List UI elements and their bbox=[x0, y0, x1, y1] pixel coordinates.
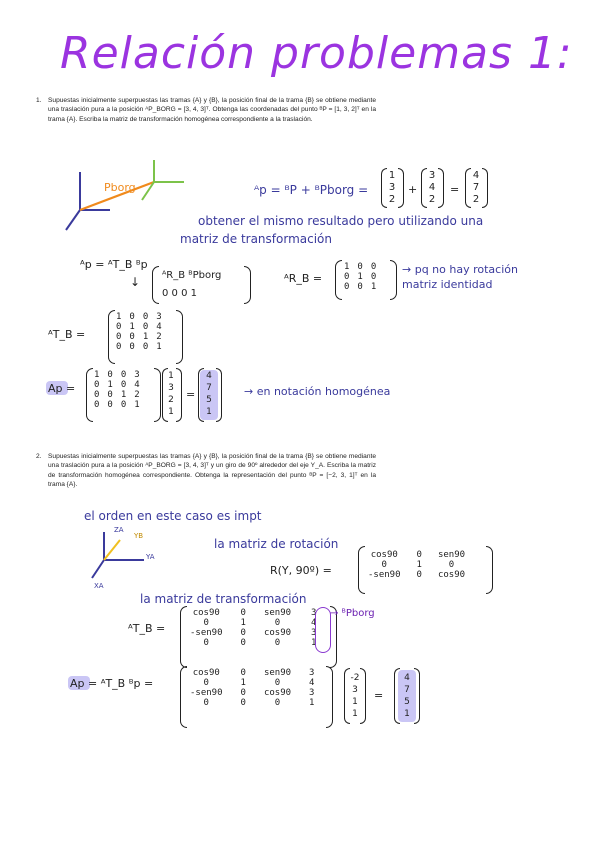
eq1-vector-1: 1 3 2 bbox=[388, 170, 396, 205]
axis-x-a bbox=[66, 210, 80, 230]
problem-1-number: 1. bbox=[36, 97, 42, 104]
axis-b-2 bbox=[104, 540, 120, 560]
R-lhs: R(Y, 90º) = bbox=[270, 564, 332, 577]
axis-z-label: ZA bbox=[114, 526, 124, 534]
axis-x-label: XA bbox=[94, 582, 104, 590]
note-T: la matriz de transformación bbox=[140, 592, 307, 606]
T2-lhs: ᴬT_B = bbox=[128, 622, 166, 635]
pborg-label: Pborg bbox=[104, 181, 136, 194]
ap1-result: 4 7 5 1 bbox=[206, 371, 212, 417]
ap2-vector: -2 3 1 1 bbox=[350, 673, 360, 719]
axis-x-a-2 bbox=[92, 560, 104, 578]
ap2-T-matrix: cos90 0 sen90 3 0 1 0 4 -sen90 0 cos90 3 0 0 0 1 bbox=[190, 668, 315, 708]
axis-b-label: YB bbox=[134, 532, 144, 540]
eq1-vector-result: 4 7 2 bbox=[472, 170, 480, 205]
ap1-lhs: Ap = bbox=[48, 382, 76, 395]
eq1-vector-2: 3 4 2 bbox=[428, 170, 436, 205]
rot-matrix: 1 0 0 0 1 0 0 0 1 bbox=[344, 262, 377, 292]
T2-matrix: cos90 0 sen90 3 0 1 0 4 -sen90 0 cos90 3 0 0 0 1 bbox=[190, 608, 317, 648]
eq2-lhs: ᴬp = ᴬT_B ᴮp bbox=[80, 258, 148, 271]
page-title: Relación problemas 1: bbox=[60, 28, 573, 79]
ap1-vector: 1 3 2 1 bbox=[168, 371, 174, 417]
problem-2-text: Supuestas inicialmente superpuestas las tramas {A} y {B}, la posición final de la trama {B} se obtiene mediante una traslación pura a la posición ᴬP_BORG = [3, 4, 3]ᵀ y un giro de 90º alrededor del eje Y_A. Escriba la matriz de transformación homogénea correspondiente. Obtenga la representación del punto ᴮP = [−2, 3, 1]ᵀ en la trama {A}. bbox=[48, 453, 376, 489]
rot-note: → pq no hay rotación matriz identidad bbox=[402, 263, 518, 291]
T1-lhs: ᴬT_B = bbox=[48, 328, 86, 341]
eq2-row-2: 0 0 0 1 bbox=[162, 288, 197, 299]
problem-1-text: Supuestas inicialmente superpuestas las tramas {A} y {B}, la posición final de la trama {B} se obtiene mediante una traslación pura a la posición ᴬP_BORG = [3, 4, 3]ᵀ. Obtenga las coordenadas del punto ᴮP = [1, 3, 2]ᵀ en la trama {A}. Escriba la matriz de transformación homogénea correspondiente a la traslación. bbox=[48, 97, 376, 123]
problem-2-number: 2. bbox=[36, 453, 42, 460]
problem-2 bbox=[36, 452, 376, 490]
note-rot: la matriz de rotación bbox=[214, 537, 339, 551]
translation-circle bbox=[315, 607, 331, 653]
rot-lhs: ᴬR_B = bbox=[284, 272, 323, 285]
ap1-note: → en notación homogénea bbox=[244, 385, 391, 398]
eq2-row-1: ᴬR_B ᴮPborg bbox=[162, 270, 222, 281]
axis-y-label: YA bbox=[146, 553, 155, 561]
ap2-result: 4 7 5 1 bbox=[404, 673, 410, 719]
ap1-T-matrix: 1 0 0 3 0 1 0 4 0 0 1 2 0 0 0 1 bbox=[94, 370, 140, 410]
frame-diagram-1 bbox=[62, 160, 202, 240]
T2-annot: → ᴮPborg bbox=[330, 608, 375, 619]
R-matrix: cos90 0 sen90 0 1 0 -sen90 0 cos90 bbox=[368, 550, 466, 580]
ap2-lhs: Ap = ᴬT_B ᴮp = bbox=[70, 677, 154, 690]
problem-1 bbox=[36, 96, 376, 124]
note-1a: obtener el mismo resultado pero utilizando una bbox=[198, 214, 484, 228]
T1-matrix: 1 0 0 3 0 1 0 4 0 0 1 2 0 0 0 1 bbox=[116, 312, 162, 352]
eq1-lhs: ᴬp = ᴮP + ᴮPborg = bbox=[254, 183, 369, 197]
note-1b: matriz de transformación bbox=[180, 232, 333, 246]
note-order: el orden en este caso es impt bbox=[84, 509, 262, 523]
